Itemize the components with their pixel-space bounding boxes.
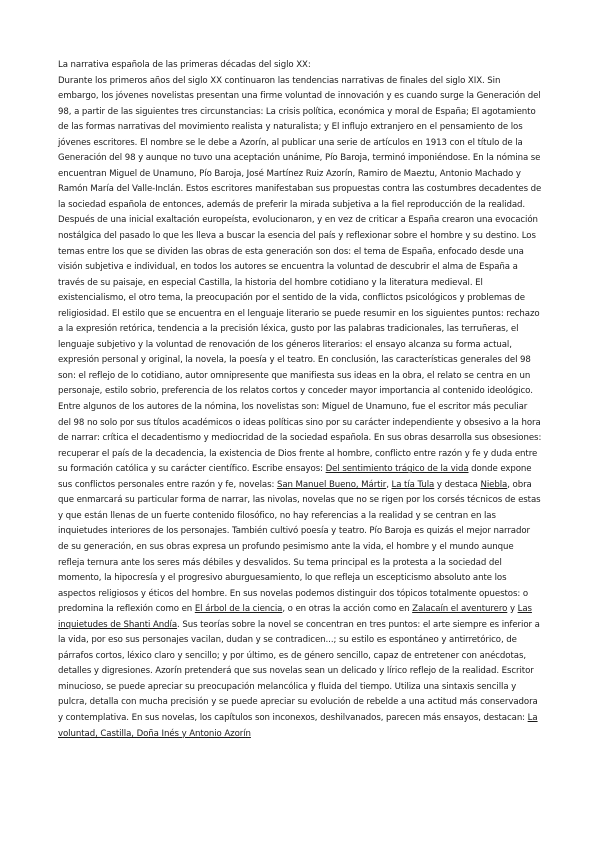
body-text: , obra que enmarcará su particular forma de narrar, las nivolas, novelas que no se rigen por los corsés técnicos de estas y que están llenas de un fuerte contenido filosófico, no hay referencias a la realidad y se centran en las inquietudes interiores de los personajes. También cultivó poesía y teatro. Pío Baroja es quizás el mejor narrador de su generación, en sus obras expresa un profundo pesimismo ante la vida, el hombre y el mundo aunque refleja ternura ante los seres más débiles y desvalidos. Su tema principal es la protesta a la sociedad del momento, la hipocresía y el progresivo aburguesamiento, lo que refleja un escepticismo absoluto ante los aspectos religiosos y éticos del hombre. En sus novelas podemos distinguir dos tópicos totalmente opuestos: o predomina la reflexión como en	[58, 479, 541, 615]
body-text: y destaca	[434, 479, 481, 490]
body-text: . Sus teorías sobre la novel se concentran en tres puntos: el arte siempre es inferior a la vida, por eso sus personajes vacilan, dudan y se contradicen...; su estilo es espontáneo y antirretórico, de párrafos cortos, léxico claro y sencillo; y por último, es de género sencillo, capaz de entretener con anécdotas, detalles y digresiones. Azorín pretenderá que sus novelas sean un delicado y lírico reflejo de la realidad. Escritor minucioso, se puede apreciar su preocupación melancólica y fluida del tiempo. Utiliza una sintaxis sencilla y pulcra, detalla con mucha precisión y se puede apreciar su evolución de rebelde a una actitud más conservadora y contemplativa. En sus novelas, los capítulos son inconexos, deshilvanados, parecen más ensayos, destacan:	[58, 619, 540, 723]
work-title-link[interactable]: La tía Tula	[391, 479, 435, 490]
document-title: La narrativa española de las primeras décadas del siglo XX:	[58, 60, 311, 70]
body-text: ,	[386, 479, 392, 490]
work-title-link[interactable]: n	[245, 728, 251, 739]
document-page	[58, 58, 542, 742]
work-title-link[interactable]: Las inquietudes de Shanti Andía	[58, 604, 532, 630]
work-title-link[interactable]: Niebla	[480, 479, 508, 490]
work-title-link[interactable]: Del sentimiento trágico de la vida	[325, 464, 469, 475]
work-title-link[interactable]: Zalacaín el aventurero	[412, 604, 508, 615]
body-text: Durante los primeros años del siglo XX continuaron las tendencias narrativas de finales del siglo XIX. Sin embargo, los jóvenes novelistas presentan una firme voluntad de innovación y es cuando surge la Generación del 98, a partir de las siguientes tres circunstancias: La crisis política, económica y moral de España; El agotamiento de las formas narrativas del movimiento realista y naturalista; y El influjo extranjero en el pensamiento de los jóvenes escritores. El nombre se le debe a Azorín, al publicar una serie de artículos en 1913 con el título de la Generación del 98 y aunque no tuvo una aceptación unánime, Pío Baroja, terminó imponiéndose. En la nómina se encuentran Miguel de Unamuno, Pío Baroja, José Martínez Ruiz Azorín, Ramiro de Maeztu, Antonio Machado y Ramón María del Valle-Inclán. Estos escritores manifestaban sus propuestas contra las costumbres decadentes de la sociedad española de entonces, además de preferir la mirada subjetiva a la fiel reproducción de la realidad. Después de una inicial exaltación europeísta, evolucionaron, y en vez de criticar a España crearon una evocación nostálgica del pasado lo que les lleva a buscar la esencia del país y reflexionar sobre el hombre y su destino. Los temas entre los que se dividen las obras de esta generación son dos: el tema de España, enfocado desde una visión subjetiva e individual, en todos los autores se encuentra la voluntad de descubrir el alma de España a través de su paisaje, en especial Castilla, la historia del hombre cotidiano y la literatura medieval. El existencialismo, el otro tema, la preocupación por el sentido de la vida, conflictos psicológicos y problemas de religiosidad. El estilo que se encuentra en el lenguaje literario se puede resumir en los siguientes puntos: rechazo a la expresión retórica, tendencia a la precisión léxica, gusto por las palabras tradicionales, las terruñeras, el lenguaje subjetivo y la voluntad de renovación de los géneros literarios: el ensayo alcanza su forma actual, expresión personal y original, la novela, la poesía y el teatro. En conclusión, las características generales del 98 son: el reflejo de lo cotidiano, autor omnipresente que manifiesta sus ideas en la obra, el relato se centra en un personaje, estilo sobrio, preferencia de los relatos cortos y conceder mayor importancia al contenido ideológico. Entre algunos de los autores de la nómina, los novelistas son: Miguel de Unamuno, fue el escritor más peculiar del 98 no solo por sus títulos académicos o ideas políticas sino por su carácter independiente y obsesivo a la hora de narrar: crítica el decadentismo y mediocridad de la sociedad española. En sus obras desarrolla sus obsesiones: recuperar el país de la decadencia, la existencia de Dios frente al hombre, conflicto entre razón y fe y duda entre su formación católica y su carácter científico. Escribe ensayos:	[58, 75, 542, 475]
work-title-link[interactable]: San Manuel Bueno, Mártir	[276, 479, 387, 490]
body-text: y	[507, 604, 518, 615]
body-paragraph	[58, 74, 542, 743]
work-title-link[interactable]: La voluntad, Castilla, Doña Inés y Antonio Azorí	[58, 712, 538, 739]
body-text: donde expone sus conflictos personales entre razón y fe, novelas:	[58, 464, 532, 490]
work-title-link[interactable]: El árbol de la ciencia	[194, 604, 283, 615]
body-text: , o en otras la acción como en	[282, 604, 413, 615]
